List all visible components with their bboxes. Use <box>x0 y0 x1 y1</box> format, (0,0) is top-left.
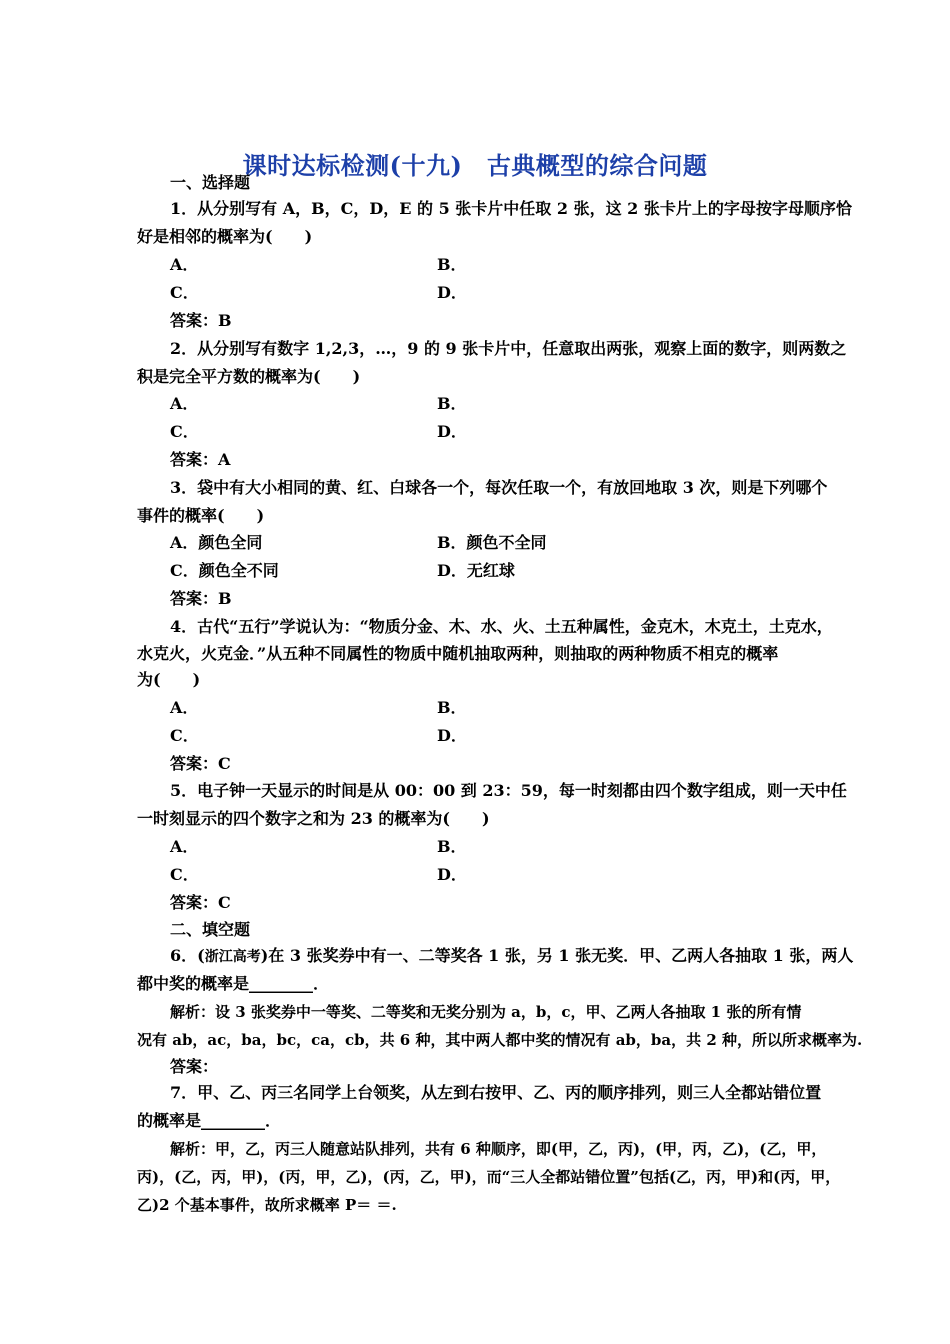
question-1-option-a: A． <box>170 255 199 274</box>
question-1-option-d: D． <box>437 283 467 302</box>
question-4-text: 4．古代“五行”学说认为：“物质分金、木、水、火、土五种属性，金克木，木克土，土克水， <box>170 617 833 636</box>
question-3-answer: 答案：B <box>170 589 232 608</box>
question-2-answer: 答案：A <box>170 450 231 469</box>
question-4-option-a: A． <box>170 698 199 717</box>
question-3-text-cont: 事件的概率( ) <box>137 506 265 525</box>
question-1-option-b: B． <box>437 255 467 274</box>
page-title: 课时达标检测(十九) 古典概型的综合问题 <box>242 151 708 180</box>
question-4-option-b: B． <box>437 698 467 717</box>
section-heading-fill: 二、填空题 <box>170 920 251 939</box>
question-1-text-cont: 好是相邻的概率为( ) <box>137 227 313 246</box>
question-5-text: 5．电子钟一天显示的时间是从 00：00 到 23：59，每一时刻都由四个数字组成，则一天中任 <box>170 781 847 800</box>
section-heading-choice: 一、选择题 <box>170 173 251 192</box>
question-5-option-d: D． <box>437 865 467 884</box>
question-7-text: 7．甲、乙、丙三名同学上台领奖，从左到右按甲、乙、丙的顺序排列，则三人全都站错位置 <box>170 1083 822 1102</box>
question-7-solution-cont: 丙)，(乙，丙，甲)，(丙，甲，乙)，(丙，乙，甲)，而“三人全都站错位置”包括(乙，丙，甲)和(丙，甲， <box>137 1168 841 1186</box>
question-4-text-cont2: 为( ) <box>137 670 201 689</box>
question-5-option-b: B． <box>437 837 467 856</box>
question-6-text <box>170 946 854 967</box>
question-6-source: 浙江高考 <box>204 949 261 965</box>
question-4-option-c: C． <box>170 726 199 745</box>
question-3-option-c: C．颜色全不同 <box>170 561 279 580</box>
question-5-option-a: A． <box>170 837 199 856</box>
question-2-option-a: A． <box>170 394 199 413</box>
question-4-option-d: D． <box>437 726 467 745</box>
question-4-text-cont: 水克火，火克金．”从五种不同属性的物质中随机抽取两种，则抽取的两种物质不相克的概率 <box>137 644 779 663</box>
question-5-text-cont: 一时刻显示的四个数字之和为 23 的概率为( ) <box>137 809 490 828</box>
question-2-text: 2．从分别写有数字 1,2,3，…，9 的 9 张卡片中，任意取出两张，观察上面的数字，则两数之 <box>170 339 847 358</box>
question-6-text-cont: 都中奖的概率是________． <box>137 974 330 993</box>
question-7-solution-cont2: 乙)2 个基本事件，故所求概率 P＝ ＝. <box>137 1196 397 1214</box>
question-2-option-b: B． <box>437 394 467 413</box>
question-5-option-c: C． <box>170 865 199 884</box>
question-1-text: 1．从分别写有 A，B，C，D，E 的 5 张卡片中任取 2 张，这 2 张卡片上的字母按字母顺序恰 <box>170 199 852 218</box>
question-2-option-d: D． <box>437 422 467 441</box>
question-6-solution-cont: 况有 ab，ac，ba，bc，ca，cb，共 6 种，其中两人都中奖的情况有 ab，ba，共 2 种，所以所求概率为. <box>137 1031 863 1049</box>
question-6-prefix: 6．( <box>170 946 205 965</box>
question-3-text: 3．袋中有大小相同的黄、红、白球各一个，每次任取一个，有放回地取 3 次，则是下列哪个 <box>170 478 828 497</box>
question-2-text-cont: 积是完全平方数的概率为( ) <box>137 367 361 386</box>
question-7-solution: 解析：甲，乙，丙三人随意站队排列，共有 6 种顺序，即(甲，乙，丙)，(甲，丙，乙)，(乙，甲， <box>170 1140 827 1158</box>
question-4-answer: 答案：C <box>170 754 231 773</box>
question-6-text-rest: )在 3 张奖券中有一、二等奖各 1 张，另 1 张无奖．甲、乙两人各抽取 1 张，两人 <box>260 946 854 965</box>
question-6-solution: 解析：设 3 张奖券中一等奖、二等奖和无奖分别为 a，b，c，甲、乙两人各抽取 1 张的所有情 <box>170 1003 802 1021</box>
question-5-answer: 答案：C <box>170 893 231 912</box>
question-7-text-cont: 的概率是________． <box>137 1111 282 1130</box>
question-2-option-c: C． <box>170 422 199 441</box>
question-6-answer: 答案： <box>170 1057 219 1076</box>
question-3-option-b: B．颜色不全同 <box>437 533 547 552</box>
question-1-option-c: C． <box>170 283 199 302</box>
question-1-answer: 答案：B <box>170 311 232 330</box>
question-3-option-a: A．颜色全同 <box>170 533 263 552</box>
question-3-option-d: D．无红球 <box>437 561 515 580</box>
